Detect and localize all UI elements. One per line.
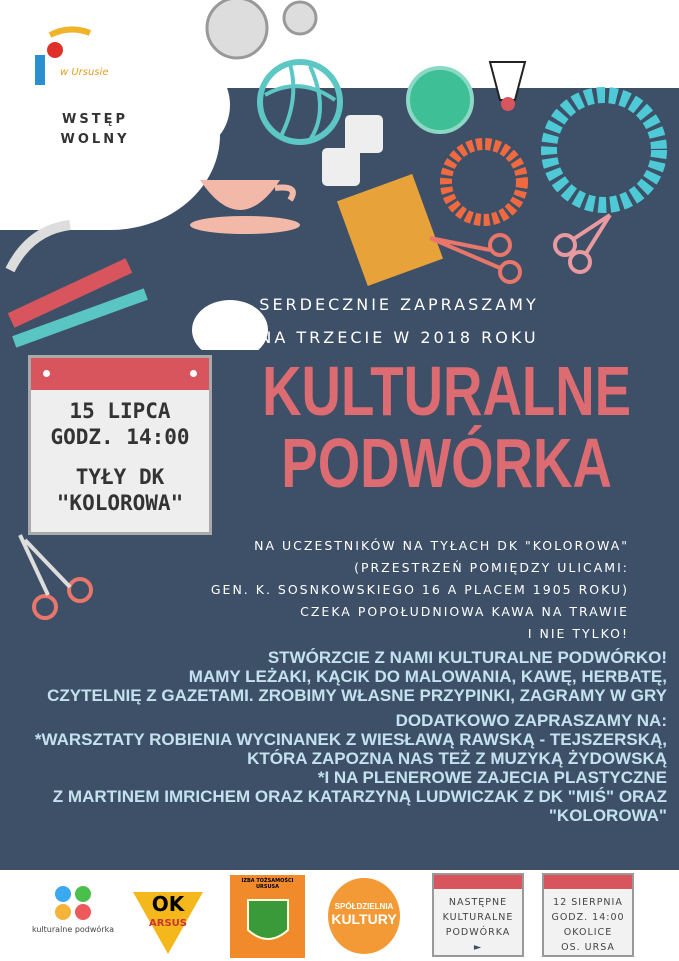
invite-line-2: NA TRZECIE W 2018 ROKU bbox=[259, 328, 539, 347]
spoldzielnia-kultury-logo: SPÓŁDZIELNIA KULTURY bbox=[328, 878, 400, 954]
marker-icon bbox=[8, 258, 148, 347]
volleyball-icon bbox=[260, 62, 340, 142]
izba-tozsamosci-logo: IZBA TOŻSAMOŚCI URSUSA bbox=[230, 875, 305, 958]
free-entry-label: WSTĘP WOLNY bbox=[60, 112, 130, 147]
kulturalne-podworka-logo: kulturalne podwórka bbox=[28, 885, 118, 934]
invite-line-1: SERDECZNIE ZAPRASZAMY bbox=[259, 295, 539, 314]
teacup-icon bbox=[190, 180, 300, 234]
shuttlecock-icon bbox=[490, 62, 525, 111]
details-text: NA UCZESTNIKÓW NA TYŁACH DK "KOLOROWA" (PRZESTRZEŃ POMIĘDZY ULICAMI: GEN. K. SOSNKOWSKIEGO 16 A PLACEM 1905 ROKU) CZEKA POPOŁUDNIOWA KAWA NA TRAWIE I NIE TYLKO! bbox=[210, 538, 629, 641]
badge-icon bbox=[207, 0, 316, 58]
date-calendar-card: 15 LIPCA GODZ. 14:00 TYŁY DK "KOLOROWA" bbox=[28, 355, 212, 535]
star-frame-icon bbox=[549, 95, 659, 205]
ok-arsus-logo: OK ARSUS bbox=[128, 882, 208, 957]
badge-icon bbox=[408, 68, 472, 132]
program-text bbox=[8, 648, 667, 825]
activities-text: STWÓRZCIE Z NAMI KULTURALNE PODWÓRKO! MAMY LEŻAKI, KĄCIK DO MALOWANIA, KAWĘ, HERBATĘ, CZYTELNIĘ Z GAZETAMI. ZROBIMY WŁASNE PRZYPINKI, ZAGRAMY W GRY bbox=[47, 648, 667, 705]
gear-badge-icon bbox=[446, 144, 522, 220]
scissors-icon bbox=[10, 525, 100, 625]
next-event-date-card: 12 SIERPNIA GODZ. 14:00 OKOLICE OS. URSA bbox=[542, 873, 634, 957]
event-title: KULTURALNE PODWÓRKA bbox=[261, 352, 631, 502]
scissors-icon bbox=[555, 215, 610, 272]
arrow-icon: ► bbox=[473, 942, 483, 953]
patterned-paper-icon bbox=[337, 174, 443, 286]
scissors-icon bbox=[430, 235, 520, 282]
extra-text: DODATKOWO ZAPRASZAMY NA: *WARSZTATY ROBIENIA WYCINANEK Z WIESŁAWĄ RAWSKĄ - TEJSZERSKĄ, KTÓRA ZAPOZNA NAS TEŻ Z MUZYKĄ ŻYDOWSKĄ *I NA PLENEROWE ZAJECIA PLASTYCZNE Z MARTINEM IMRICHEM ORAZ KATARZYNĄ LUDWICZAK Z DK "MIŚ" ORAZ "KOLOROWA" bbox=[34, 711, 667, 825]
next-event-card: NASTĘPNE KULTURALNE PODWÓRKA ► bbox=[432, 873, 524, 957]
paintbrush-icon bbox=[10, 225, 70, 270]
svg-text:w Ursusie: w Ursusie bbox=[60, 67, 109, 78]
